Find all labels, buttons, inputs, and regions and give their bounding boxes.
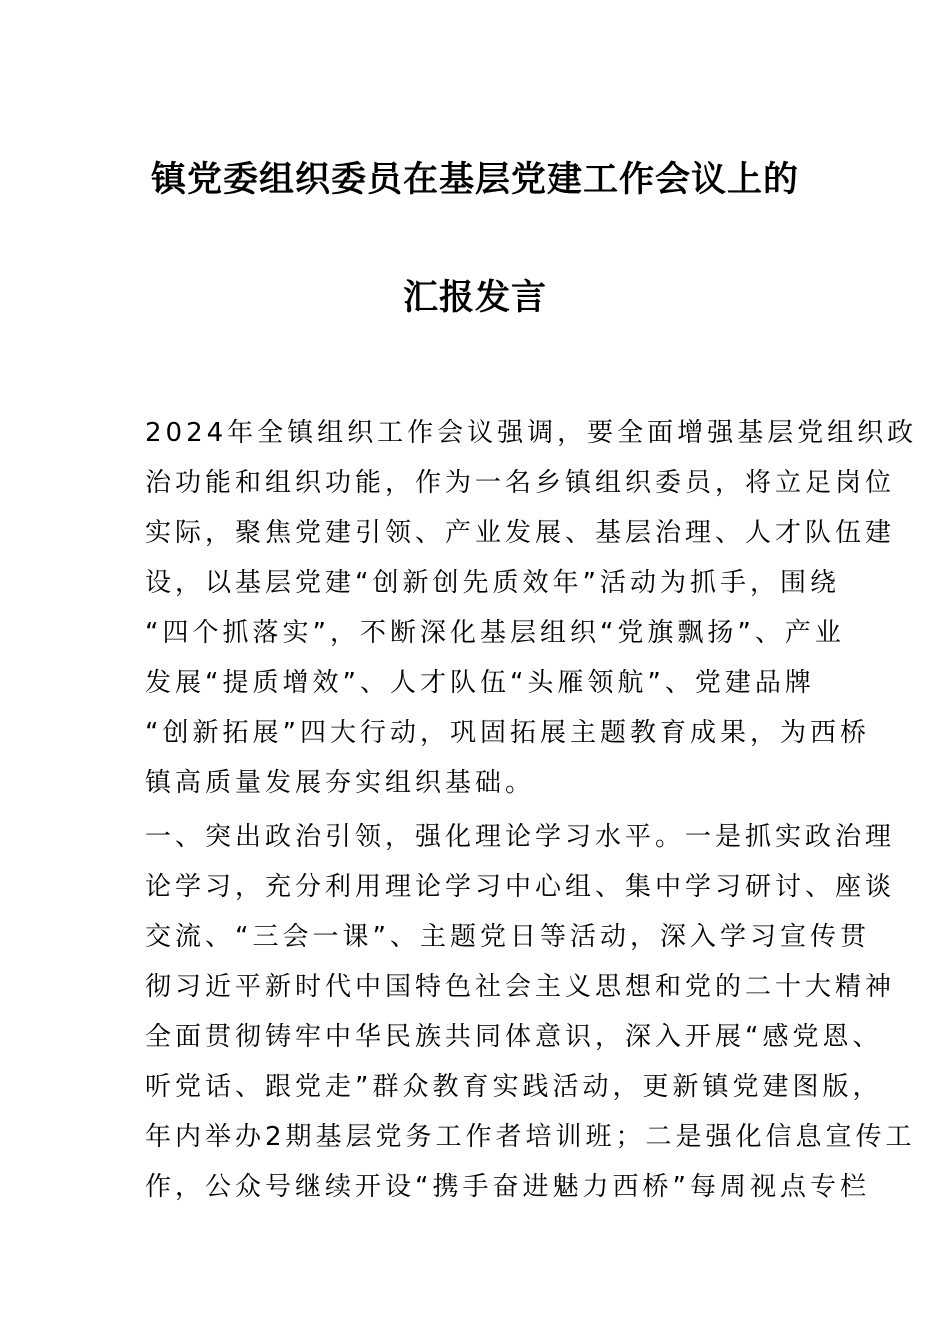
text-line: 作，公众号继续开设“携手奋进魅力西桥”每周视点专栏 — [145, 1172, 870, 1202]
document-title-line-2: 汇报发言 — [402, 277, 547, 318]
paragraph-section-1 — [145, 812, 916, 1212]
text-line: “四个抓落实”，不断深化基层组织“党旗飘扬”、产业 — [145, 618, 845, 648]
text-line: 年内举办2期基层党务工作者培训班；二是强化信息宣传工 — [145, 1122, 916, 1152]
document-body — [145, 408, 918, 1212]
text-line: 镇高质量发展夯实组织基础。 — [145, 768, 536, 798]
text-line: 论学习，充分利用理论学习中心组、集中学习研讨、座谈 — [145, 872, 896, 902]
text-line: 2024年全镇组织工作会议强调，要全面增强基层党组织政 — [145, 418, 918, 448]
text-line: 一、突出政治引领，强化理论学习水平。一是抓实政治理 — [145, 822, 896, 852]
paragraph-intro — [145, 408, 918, 808]
text-line: 治功能和组织功能，作为一名乡镇组织委员，将立足岗位 — [145, 468, 896, 498]
text-line: “创新拓展”四大行动，巩固拓展主题教育成果，为西桥 — [145, 718, 870, 748]
text-line: 实际，聚焦党建引领、产业发展、基层治理、人才队伍建 — [145, 518, 896, 548]
text-line: 交流、“三会一课”、主题党日等活动，深入学习宣传贯 — [145, 922, 870, 952]
text-line: 全面贯彻铸牢中华民族共同体意识，深入开展“感党恩、 — [145, 1022, 883, 1052]
text-line: 彻习近平新时代中国特色社会主义思想和党的二十大精神 — [145, 972, 896, 1002]
text-line: 听党话、跟党走”群众教育实践活动，更新镇党建图版， — [145, 1072, 883, 1102]
text-line: 设，以基层党建“创新创先质效年”活动为抓手，围绕 — [145, 568, 840, 598]
document-title-line-1: 镇党委组织委员在基层党建工作会议上的 — [150, 159, 799, 200]
text-line: 发展“提质增效”、人才队伍“头雁领航”、党建品牌 — [145, 668, 815, 698]
